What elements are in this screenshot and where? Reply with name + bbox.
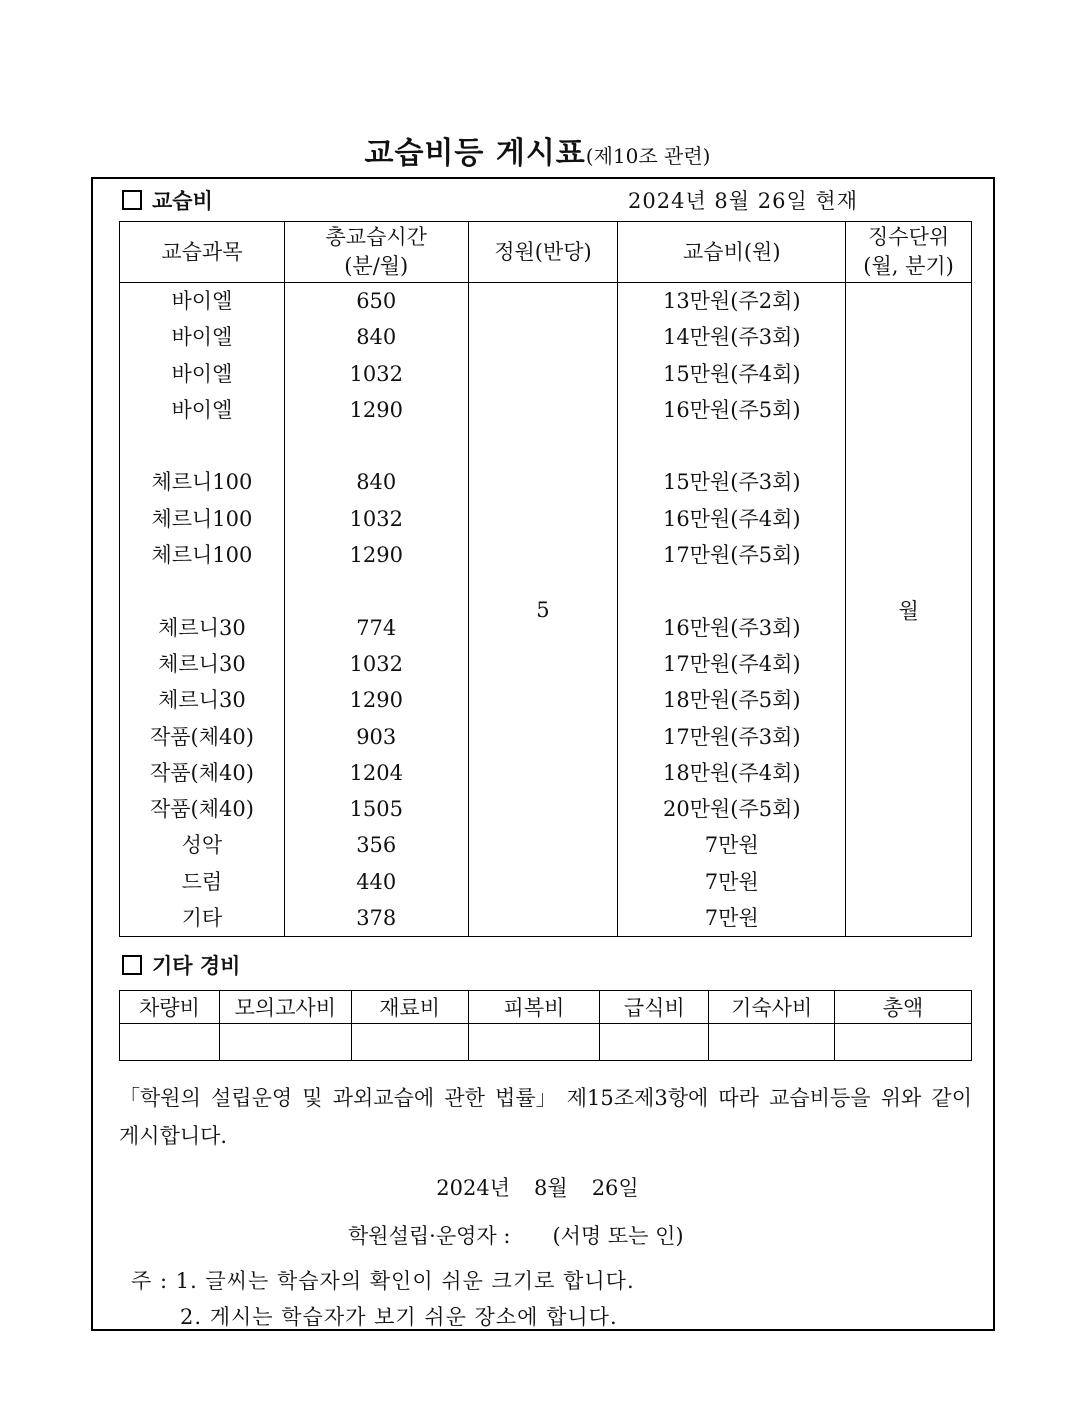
subject-cell: 기타: [181, 906, 223, 931]
tuition-table: [119, 221, 972, 937]
fee-cell: 7만원: [704, 833, 759, 858]
time-cell: 840: [356, 325, 397, 350]
row-gap: [618, 573, 845, 609]
section-tuition-heading: [122, 185, 213, 215]
notice-word: 관한: [444, 1086, 485, 1110]
checkbox-icon: [122, 190, 142, 210]
notice-word: 설립운영: [211, 1086, 293, 1110]
capacity-cell: 5: [468, 283, 618, 937]
header-dormitory: 기숙사비: [709, 991, 835, 1024]
row-gap: [120, 573, 284, 609]
fee-cell: 7만원: [704, 906, 759, 931]
notice-word: 과외교습에: [332, 1086, 435, 1110]
header-meals: 급식비: [600, 991, 709, 1024]
sign-date: [0, 1172, 1075, 1202]
notice-word: 교습비등을: [769, 1086, 871, 1110]
document-title: [0, 128, 1075, 172]
notice-word: 같이: [931, 1086, 972, 1110]
time-cell: 840: [356, 470, 397, 495]
fee-cell: 15만원(주3회): [662, 470, 801, 495]
row-gap: [618, 428, 845, 464]
row-gap: [120, 428, 284, 464]
subject-cell: 체르니100: [151, 543, 253, 568]
header-vehicle: 차량비: [120, 991, 220, 1024]
notice-word: 제15조제3항에: [566, 1086, 709, 1110]
header-total-time: [284, 222, 468, 283]
header-capacity: 정원(반당): [468, 222, 618, 283]
fee-cell: 13만원(주2회): [662, 289, 801, 313]
notice-line-1: [119, 1079, 972, 1117]
subject-cell: 체르니30: [158, 615, 246, 640]
section-other-label: 기타 경비: [152, 954, 241, 978]
mock-exam-value: [219, 1024, 351, 1061]
title-sub: (제10조 관련): [585, 144, 711, 168]
sign-year: 2024년: [436, 1176, 511, 1200]
subject-cell: 작품(체40): [149, 760, 254, 785]
fee-cell: 7만원: [704, 869, 759, 894]
fee-cell: 17만원(주5회): [662, 543, 801, 568]
subject-cell: 체르니30: [158, 688, 246, 713]
header-clothing: 피복비: [468, 991, 600, 1024]
header-mock-exam: 모의고사비: [219, 991, 351, 1024]
time-column: [284, 283, 468, 937]
as-of-date: 2024년 8월 26일 현재: [628, 189, 858, 213]
time-cell: 650: [356, 289, 397, 313]
subject-cell: 작품(체40): [149, 724, 254, 749]
title-main: 교습비등 게시표: [364, 136, 586, 171]
other-expenses-table: [119, 990, 972, 1061]
meals-value: [600, 1024, 709, 1061]
header-total-time-l2: (분/월): [344, 254, 409, 278]
subject-cell: 체르니30: [158, 651, 246, 676]
time-cell: 1505: [349, 797, 403, 822]
checkbox-icon: [122, 955, 142, 975]
subject-cell: 바이엘: [171, 325, 233, 350]
fee-cell: 17만원(주4회): [662, 651, 801, 676]
fee-cell: 16만원(주4회): [662, 506, 801, 531]
sign-month: 8월: [534, 1176, 568, 1200]
time-cell: 1290: [349, 397, 403, 422]
time-cell: 1032: [349, 361, 403, 386]
subject-cell: 작품(체40): [149, 797, 254, 822]
header-unit-l2: (월, 분기): [863, 254, 954, 278]
header-total: 총액: [835, 991, 972, 1024]
notice-word: 위와: [880, 1086, 922, 1110]
fee-cell: 16만원(주3회): [662, 615, 801, 640]
row-gap: [285, 573, 468, 609]
time-cell: 1204: [349, 760, 403, 785]
header-materials: 재료비: [351, 991, 468, 1024]
subject-cell: 체르니100: [151, 470, 253, 495]
fee-cell: 18만원(주4회): [662, 760, 801, 785]
time-cell: 1290: [349, 688, 403, 713]
notice-paragraph: [119, 1079, 972, 1155]
note-line-1: 주 : 1. 글씨는 학습자의 확인이 쉬운 크기로 합니다.: [131, 1269, 635, 1293]
note-line-2: 2. 게시는 학습자가 보기 쉬운 장소에 합니다.: [180, 1305, 618, 1329]
header-total-time-l1: 총교습시간: [325, 225, 427, 249]
fee-cell: 14만원(주3회): [662, 325, 801, 350]
row-gap: [285, 428, 468, 464]
total-value: [835, 1024, 972, 1061]
dormitory-value: [709, 1024, 835, 1061]
signature-placeholder: (서명 또는 인): [552, 1224, 684, 1248]
fee-cell: 20만원(주5회): [662, 797, 801, 822]
time-cell: 1290: [349, 543, 403, 568]
header-unit: [846, 222, 972, 283]
subject-cell: 체르니100: [151, 506, 253, 531]
fee-cell: 18만원(주5회): [662, 688, 801, 713]
subject-cell: 성악: [181, 833, 223, 858]
header-fee: 교습비(원): [618, 222, 846, 283]
fee-cell: 16만원(주5회): [662, 397, 801, 422]
section-tuition-label: 교습비: [152, 189, 213, 213]
materials-value: [351, 1024, 468, 1061]
time-cell: 356: [356, 833, 397, 858]
collection-unit-cell: 월: [846, 283, 972, 937]
time-cell: 1032: [349, 651, 403, 676]
subject-cell: 바이엘: [171, 397, 233, 422]
notice-word: 따라: [718, 1086, 759, 1110]
notice-word: 및: [302, 1086, 323, 1110]
time-cell: 774: [356, 615, 397, 640]
time-cell: 1032: [349, 506, 403, 531]
signer-label: 학원설립·운영자 :: [348, 1224, 511, 1248]
clothing-value: [468, 1024, 600, 1061]
fee-column: [618, 283, 846, 937]
header-subject: 교습과목: [120, 222, 285, 283]
signer-line: [348, 1220, 684, 1250]
notice-word: 법률」: [495, 1086, 557, 1110]
fee-cell: 17만원(주3회): [662, 724, 801, 749]
time-cell: 440: [356, 869, 397, 894]
fee-cell: 15만원(주4회): [662, 361, 801, 386]
vehicle-value: [120, 1024, 220, 1061]
time-cell: 378: [356, 906, 397, 931]
header-unit-l1: 징수단위: [868, 225, 950, 249]
subject-cell: 바이엘: [171, 361, 233, 386]
notice-line-2: 게시합니다.: [119, 1124, 228, 1148]
subject-cell: 바이엘: [171, 289, 233, 313]
section-other-heading: [122, 950, 240, 980]
time-cell: 903: [356, 724, 397, 749]
subject-column: [120, 283, 285, 937]
sign-day: 26일: [591, 1176, 639, 1200]
notice-word: 「학원의: [119, 1086, 201, 1110]
subject-cell: 드럼: [181, 869, 223, 894]
